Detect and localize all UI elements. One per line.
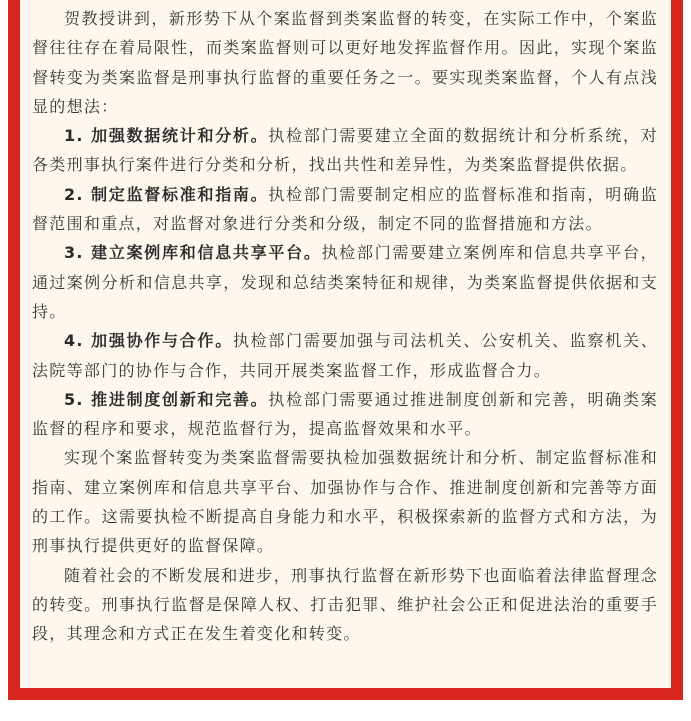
point-paragraph [32, 238, 658, 326]
point-text: 执检部门需要建立全面的数据统计和分析系统，对各类刑事执行案件进行分类和分析，找出共性和差异性，为类案监督提供依据。 [32, 126, 658, 175]
point-paragraph [32, 385, 658, 444]
closing-paragraph: 随着社会的不断发展和进步，刑事执行监督在新形势下也面临着法律监督理念的转变。刑事执行监督是保障人权、打击犯罪、维护社会公正和促进法治的重要手段，其理念和方式正在发生着变化和转变。 [32, 565, 658, 644]
summary-paragraph: 实现个案监督转变为类案监督需要执检加强数据统计和分析、制定监督标准和指南、建立案例库和信息共享平台、加强协作与合作、推进制度创新和完善等方面的工作。这需要执检不断提高自身能力和水平，积极探索新的监督方式和方法，为刑事执行提供更好的监督保障。 [32, 448, 658, 556]
red-border-left [8, 0, 20, 700]
article-body [32, 4, 658, 649]
point-title: 4. 加强协作与合作。 [64, 331, 233, 351]
point-paragraph [32, 180, 658, 239]
point-title: 1. 加强数据统计和分析。 [64, 126, 269, 146]
point-title: 3. 建立案例库和信息共享平台。 [64, 243, 322, 263]
point-text: 执检部门需要建立案例库和信息共享平台，通过案例分析和信息共享，发现和总结类案特征和规律，为类案监督提供依据和支持。 [32, 243, 658, 321]
red-border-bottom [8, 688, 683, 700]
point-text: 执检部门需要制定相应的监督标准和指南，明确监督范围和重点，对监督对象进行分类和分级，制定不同的监督措施和方法。 [32, 184, 658, 234]
red-border-right [671, 0, 683, 700]
point-paragraph [32, 326, 658, 385]
point-text: 执检部门需要通过推进制度创新和完善，明确类案监督的程序和要求，规范监督行为，提高监督效果和水平。 [32, 389, 658, 439]
point-title: 2. 制定监督标准和指南。 [64, 184, 269, 204]
point-title: 5. 推进制度创新和完善。 [64, 389, 269, 409]
intro-paragraph: 贺教授讲到，新形势下从个案监督到类案监督的转变，在实际工作中，个案监督往往存在着局限性，而类案监督则可以更好地发挥监督作用。因此，实现个案监督转变为类案监督是刑事执行监督的重要任务之一。要实现类案监督，个人有点浅显的想法： [32, 9, 658, 116]
point-text: 执检部门需要加强与司法机关、公安机关、监察机关、法院等部门的协作与合作，共同开展类案监督工作，形成监督合力。 [32, 331, 658, 380]
point-paragraph [32, 121, 658, 180]
